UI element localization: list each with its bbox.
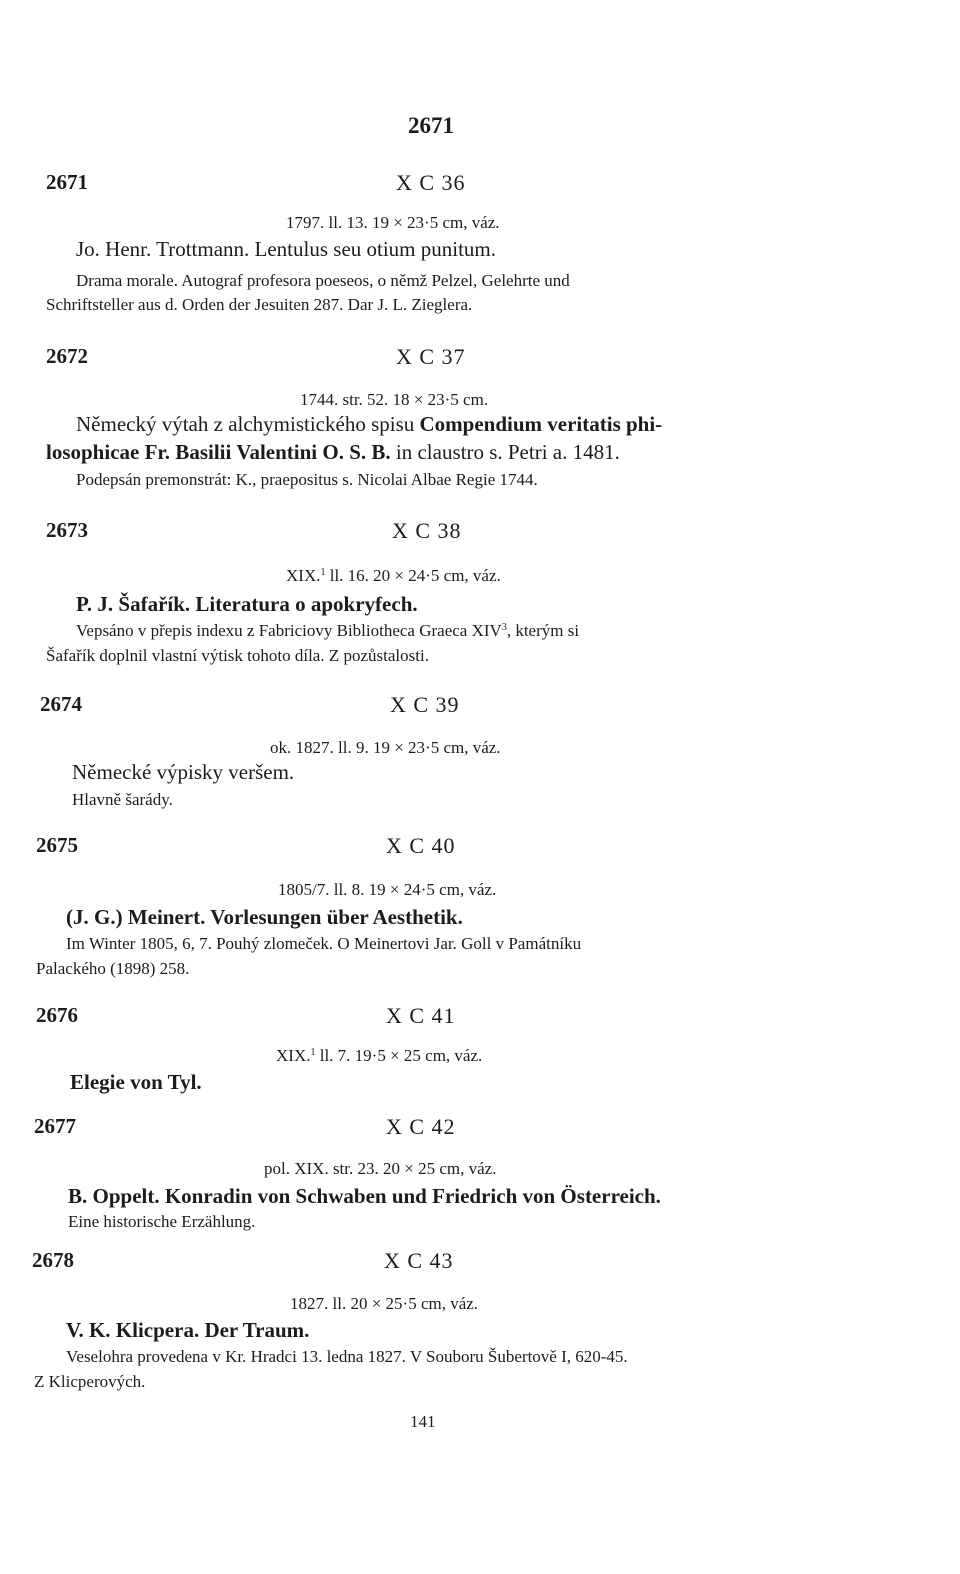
physical-description: XIX.$^1$ ll. 7. 19·5 × 25 cm, váz.: [276, 1046, 483, 1065]
entry-title: P. J. Šafařík. Literatura o apokryfech.: [76, 592, 418, 616]
entry-work-title: losophicae Fr. Basilii Valentini O. S. B.: [46, 440, 391, 464]
entry-title: [76, 412, 662, 437]
entry-work-title: Compendium veritatis phi-: [419, 412, 663, 436]
physical-description: 1827. ll. 20 × 25·5 cm, váz.: [290, 1294, 479, 1313]
entry-title: (J. G.) Meinert. Vorlesungen über Aesthetik.: [66, 905, 463, 929]
physical-description: pol. XIX. str. 23. 20 × 25 cm, váz.: [264, 1159, 497, 1178]
shelf-signature: X C 41: [386, 1003, 456, 1028]
entry-note-line: Veselohra provedena v Kr. Hradci 13. ledna 1827. V Souboru Šubertově I, 620-45.: [66, 1347, 628, 1366]
entry-number: 2671: [46, 170, 88, 194]
physical-description: 1744. str. 52. 18 × 23·5 cm.: [300, 390, 489, 409]
entry-note-line: Schriftsteller aus d. Orden der Jesuiten 287. Dar J. L. Zieglera.: [46, 295, 473, 314]
entry-title: V. K. Klicpera. Der Traum.: [66, 1318, 310, 1342]
physical-description: 1805/7. ll. 8. 19 × 24·5 cm, váz.: [278, 880, 497, 899]
shelf-signature: X C 42: [386, 1114, 456, 1139]
entry-number: 2677: [34, 1114, 76, 1138]
physical-description: 1797. ll. 13. 19 × 23·5 cm, váz.: [286, 213, 500, 232]
shelf-signature: X C 38: [392, 518, 462, 543]
entry-author: Jo. Henr. Trottmann.: [76, 237, 250, 261]
entry-note-line: Eine historische Erzählung.: [68, 1212, 256, 1231]
entry-work-title: Lentulus seu otium punitum.: [254, 237, 497, 261]
entry-title: Elegie von Tyl.: [70, 1070, 202, 1094]
entry-note-line: Hlavně šarády.: [72, 790, 173, 809]
entry-number: 2675: [36, 833, 78, 857]
entry-title: [46, 440, 620, 465]
entry-title-text: Německý výtah z alchymistického spisu: [76, 412, 415, 436]
entry-note-line: Drama morale. Autograf profesora poeseos, o němž Pelzel, Gelehrte und: [76, 271, 570, 290]
entry-number: 2674: [40, 692, 82, 716]
entry-number: 2676: [36, 1003, 78, 1027]
entry-number: 2673: [46, 518, 88, 542]
page-header-number: 2671: [408, 113, 454, 138]
shelf-signature: X C 37: [396, 344, 466, 369]
entry-title: [76, 237, 496, 262]
physical-description: XIX.$^1$ ll. 16. 20 × 24·5 cm, váz.: [286, 566, 501, 585]
shelf-signature: X C 43: [384, 1248, 454, 1273]
entry-note-line: Im Winter 1805, 6, 7. Pouhý zlomeček. O Meinertovi Jar. Goll v Památníku: [66, 934, 582, 953]
entry-note-line: Podepsán premonstrát: K., praepositus s. Nicolai Albae Regie 1744.: [76, 470, 538, 489]
shelf-signature: X C 40: [386, 833, 456, 858]
shelf-signature: X C 36: [396, 170, 466, 195]
entry-title: Německé výpisky veršem.: [72, 760, 295, 784]
entry-title: B. Oppelt. Konradin von Schwaben und Friedrich von Österreich.: [68, 1184, 661, 1208]
physical-description: ok. 1827. ll. 9. 19 × 23·5 cm, váz.: [270, 738, 501, 757]
entry-note-line: Šafařík doplnil vlastní výtisk tohoto díla. Z pozůstalosti.: [46, 646, 429, 665]
entry-title-text: in claustro s. Petri a. 1481.: [395, 440, 620, 464]
shelf-signature: X C 39: [390, 692, 460, 717]
entry-note-line: Palackého (1898) 258.: [36, 959, 190, 978]
entry-note-line: Z Klicperových.: [34, 1372, 146, 1391]
entry-number: 2678: [32, 1248, 74, 1272]
page-number: 141: [410, 1412, 436, 1431]
entry-number: 2672: [46, 344, 88, 368]
entry-note-line: Vepsáno v přepis indexu z Fabriciovy Bibliotheca Graeca XIV$^3$, kterým si: [76, 621, 580, 640]
